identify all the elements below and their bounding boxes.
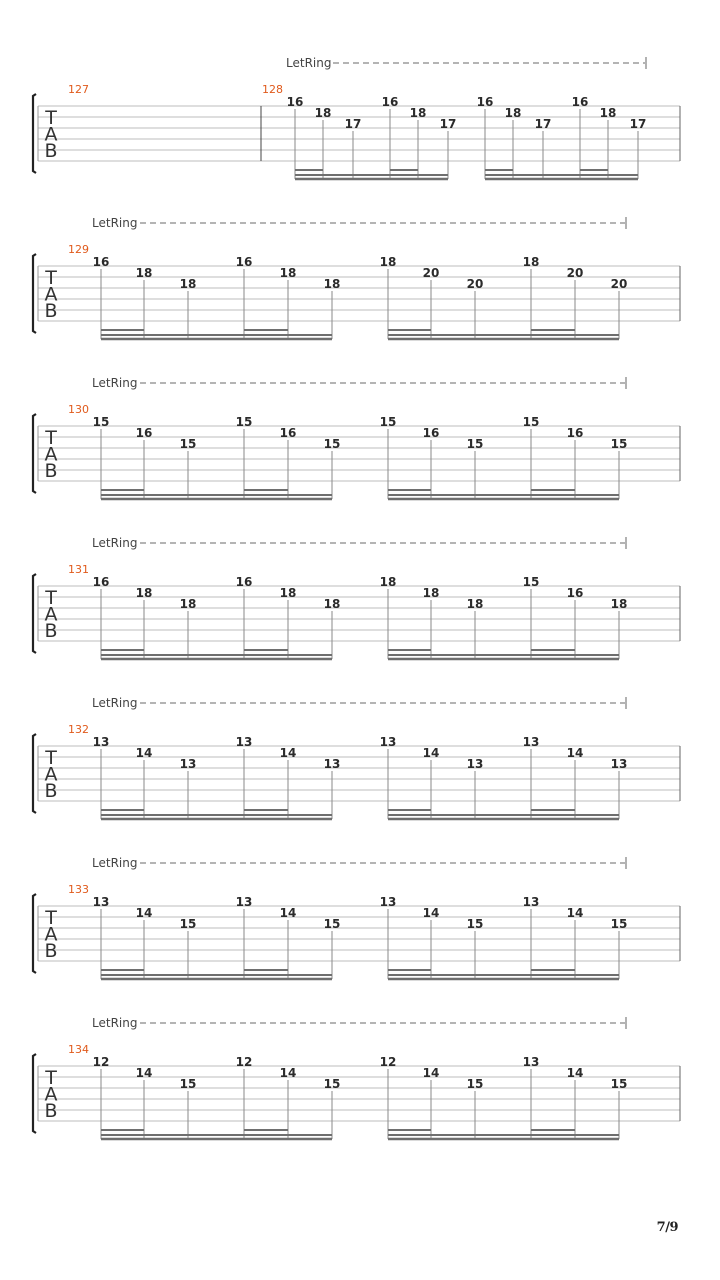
fret-number: 13: [522, 735, 540, 749]
fret-number: 15: [610, 437, 628, 451]
fret-number: 20: [610, 277, 628, 291]
fret-number: 20: [422, 266, 440, 280]
measure-number: 128: [262, 83, 283, 96]
fret-number: 18: [179, 597, 197, 611]
fret-number: 13: [466, 757, 484, 771]
fret-number: 13: [610, 757, 628, 771]
fret-number: 15: [466, 437, 484, 451]
tab-clef-letter: B: [44, 940, 58, 962]
tab-clef-letter: T: [45, 1067, 57, 1089]
tab-clef-letter: B: [44, 460, 58, 482]
fret-number: 16: [422, 426, 440, 440]
fret-number: 16: [286, 95, 304, 109]
fret-number: 13: [179, 757, 197, 771]
fret-number: 13: [522, 1055, 540, 1069]
measure-number: 133: [68, 883, 89, 896]
fret-number: 16: [92, 255, 110, 269]
system-bracket: [33, 94, 36, 173]
fret-number: 15: [235, 415, 253, 429]
fret-number: 13: [323, 757, 341, 771]
let-ring-label: LetRing: [92, 216, 138, 230]
fret-number: 15: [179, 437, 197, 451]
fret-number: 13: [379, 735, 397, 749]
fret-number: 18: [610, 597, 628, 611]
fret-number: 18: [314, 106, 332, 120]
fret-number: 18: [466, 597, 484, 611]
fret-number: 15: [466, 917, 484, 931]
tab-clef-letter: B: [44, 300, 58, 322]
fret-number: 17: [344, 117, 362, 131]
fret-number: 13: [235, 895, 253, 909]
fret-number: 14: [279, 906, 297, 920]
system-bracket: [33, 894, 36, 973]
tab-clef-letter: A: [44, 283, 58, 306]
tab-clef-letter: B: [44, 140, 58, 162]
tab-clef-letter: T: [45, 427, 57, 449]
fret-number: 18: [279, 586, 297, 600]
system-bracket: [33, 1054, 36, 1133]
fret-number: 14: [135, 906, 153, 920]
fret-number: 16: [566, 586, 584, 600]
fret-number: 16: [476, 95, 494, 109]
fret-number: 15: [323, 437, 341, 451]
fret-number: 15: [179, 917, 197, 931]
fret-number: 15: [323, 1077, 341, 1091]
fret-number: 13: [379, 895, 397, 909]
fret-number: 17: [629, 117, 647, 131]
measure-number: 132: [68, 723, 89, 736]
fret-number: 16: [235, 255, 253, 269]
fret-number: 17: [534, 117, 552, 131]
fret-number: 16: [381, 95, 399, 109]
fret-number: 14: [279, 1066, 297, 1080]
tab-clef-letter: B: [44, 1100, 58, 1122]
fret-number: 14: [422, 1066, 440, 1080]
tab-clef-letter: A: [44, 123, 58, 146]
fret-number: 18: [504, 106, 522, 120]
fret-number: 15: [610, 917, 628, 931]
fret-number: 17: [439, 117, 457, 131]
tab-clef-letter: T: [45, 747, 57, 769]
tab-clef-letter: B: [44, 620, 58, 642]
fret-number: 14: [422, 906, 440, 920]
tab-clef-letter: T: [45, 907, 57, 929]
fret-number: 14: [135, 1066, 153, 1080]
fret-number: 18: [409, 106, 427, 120]
fret-number: 18: [323, 597, 341, 611]
fret-number: 16: [235, 575, 253, 589]
fret-number: 15: [379, 415, 397, 429]
fret-number: 15: [610, 1077, 628, 1091]
tab-clef-letter: T: [45, 107, 57, 129]
fret-number: 16: [571, 95, 589, 109]
fret-number: 13: [522, 895, 540, 909]
tab-clef-letter: A: [44, 443, 58, 466]
fret-number: 18: [422, 586, 440, 600]
fret-number: 15: [522, 415, 540, 429]
fret-number: 13: [92, 735, 110, 749]
fret-number: 12: [235, 1055, 253, 1069]
fret-number: 16: [279, 426, 297, 440]
system-bracket: [33, 734, 36, 813]
fret-number: 18: [379, 575, 397, 589]
fret-number: 14: [566, 1066, 584, 1080]
fret-number: 14: [566, 746, 584, 760]
page-number: 7/9: [656, 1220, 678, 1235]
system-bracket: [33, 254, 36, 333]
fret-number: 12: [379, 1055, 397, 1069]
fret-number: 15: [92, 415, 110, 429]
tab-clef-letter: T: [45, 267, 57, 289]
fret-number: 15: [522, 575, 540, 589]
measure-number: 127: [68, 83, 89, 96]
let-ring-label: LetRing: [92, 376, 138, 390]
tab-clef-letter: A: [44, 923, 58, 946]
measure-number: 129: [68, 243, 89, 256]
fret-number: 14: [279, 746, 297, 760]
let-ring-label: LetRing: [92, 536, 138, 550]
fret-number: 18: [179, 277, 197, 291]
let-ring-label: LetRing: [286, 56, 332, 70]
fret-number: 14: [566, 906, 584, 920]
fret-number: 16: [135, 426, 153, 440]
fret-number: 12: [92, 1055, 110, 1069]
fret-number: 18: [323, 277, 341, 291]
fret-number: 20: [466, 277, 484, 291]
fret-number: 18: [379, 255, 397, 269]
system-bracket: [33, 574, 36, 653]
fret-number: 18: [522, 255, 540, 269]
fret-number: 15: [466, 1077, 484, 1091]
fret-number: 18: [135, 586, 153, 600]
tab-clef-letter: A: [44, 763, 58, 786]
fret-number: 18: [279, 266, 297, 280]
fret-number: 13: [235, 735, 253, 749]
fret-number: 14: [135, 746, 153, 760]
system-bracket: [33, 414, 36, 493]
let-ring-label: LetRing: [92, 696, 138, 710]
fret-number: 15: [179, 1077, 197, 1091]
fret-number: 18: [599, 106, 617, 120]
tab-clef-letter: A: [44, 1083, 58, 1106]
measure-number: 134: [68, 1043, 89, 1056]
fret-number: 16: [566, 426, 584, 440]
tab-clef-letter: A: [44, 603, 58, 626]
fret-number: 16: [92, 575, 110, 589]
fret-number: 13: [92, 895, 110, 909]
let-ring-label: LetRing: [92, 1016, 138, 1030]
tab-clef-letter: T: [45, 587, 57, 609]
fret-number: 14: [422, 746, 440, 760]
fret-number: 20: [566, 266, 584, 280]
fret-number: 15: [323, 917, 341, 931]
fret-number: 18: [135, 266, 153, 280]
tab-clef-letter: B: [44, 780, 58, 802]
let-ring-label: LetRing: [92, 856, 138, 870]
measure-number: 130: [68, 403, 89, 416]
measure-number: 131: [68, 563, 89, 576]
